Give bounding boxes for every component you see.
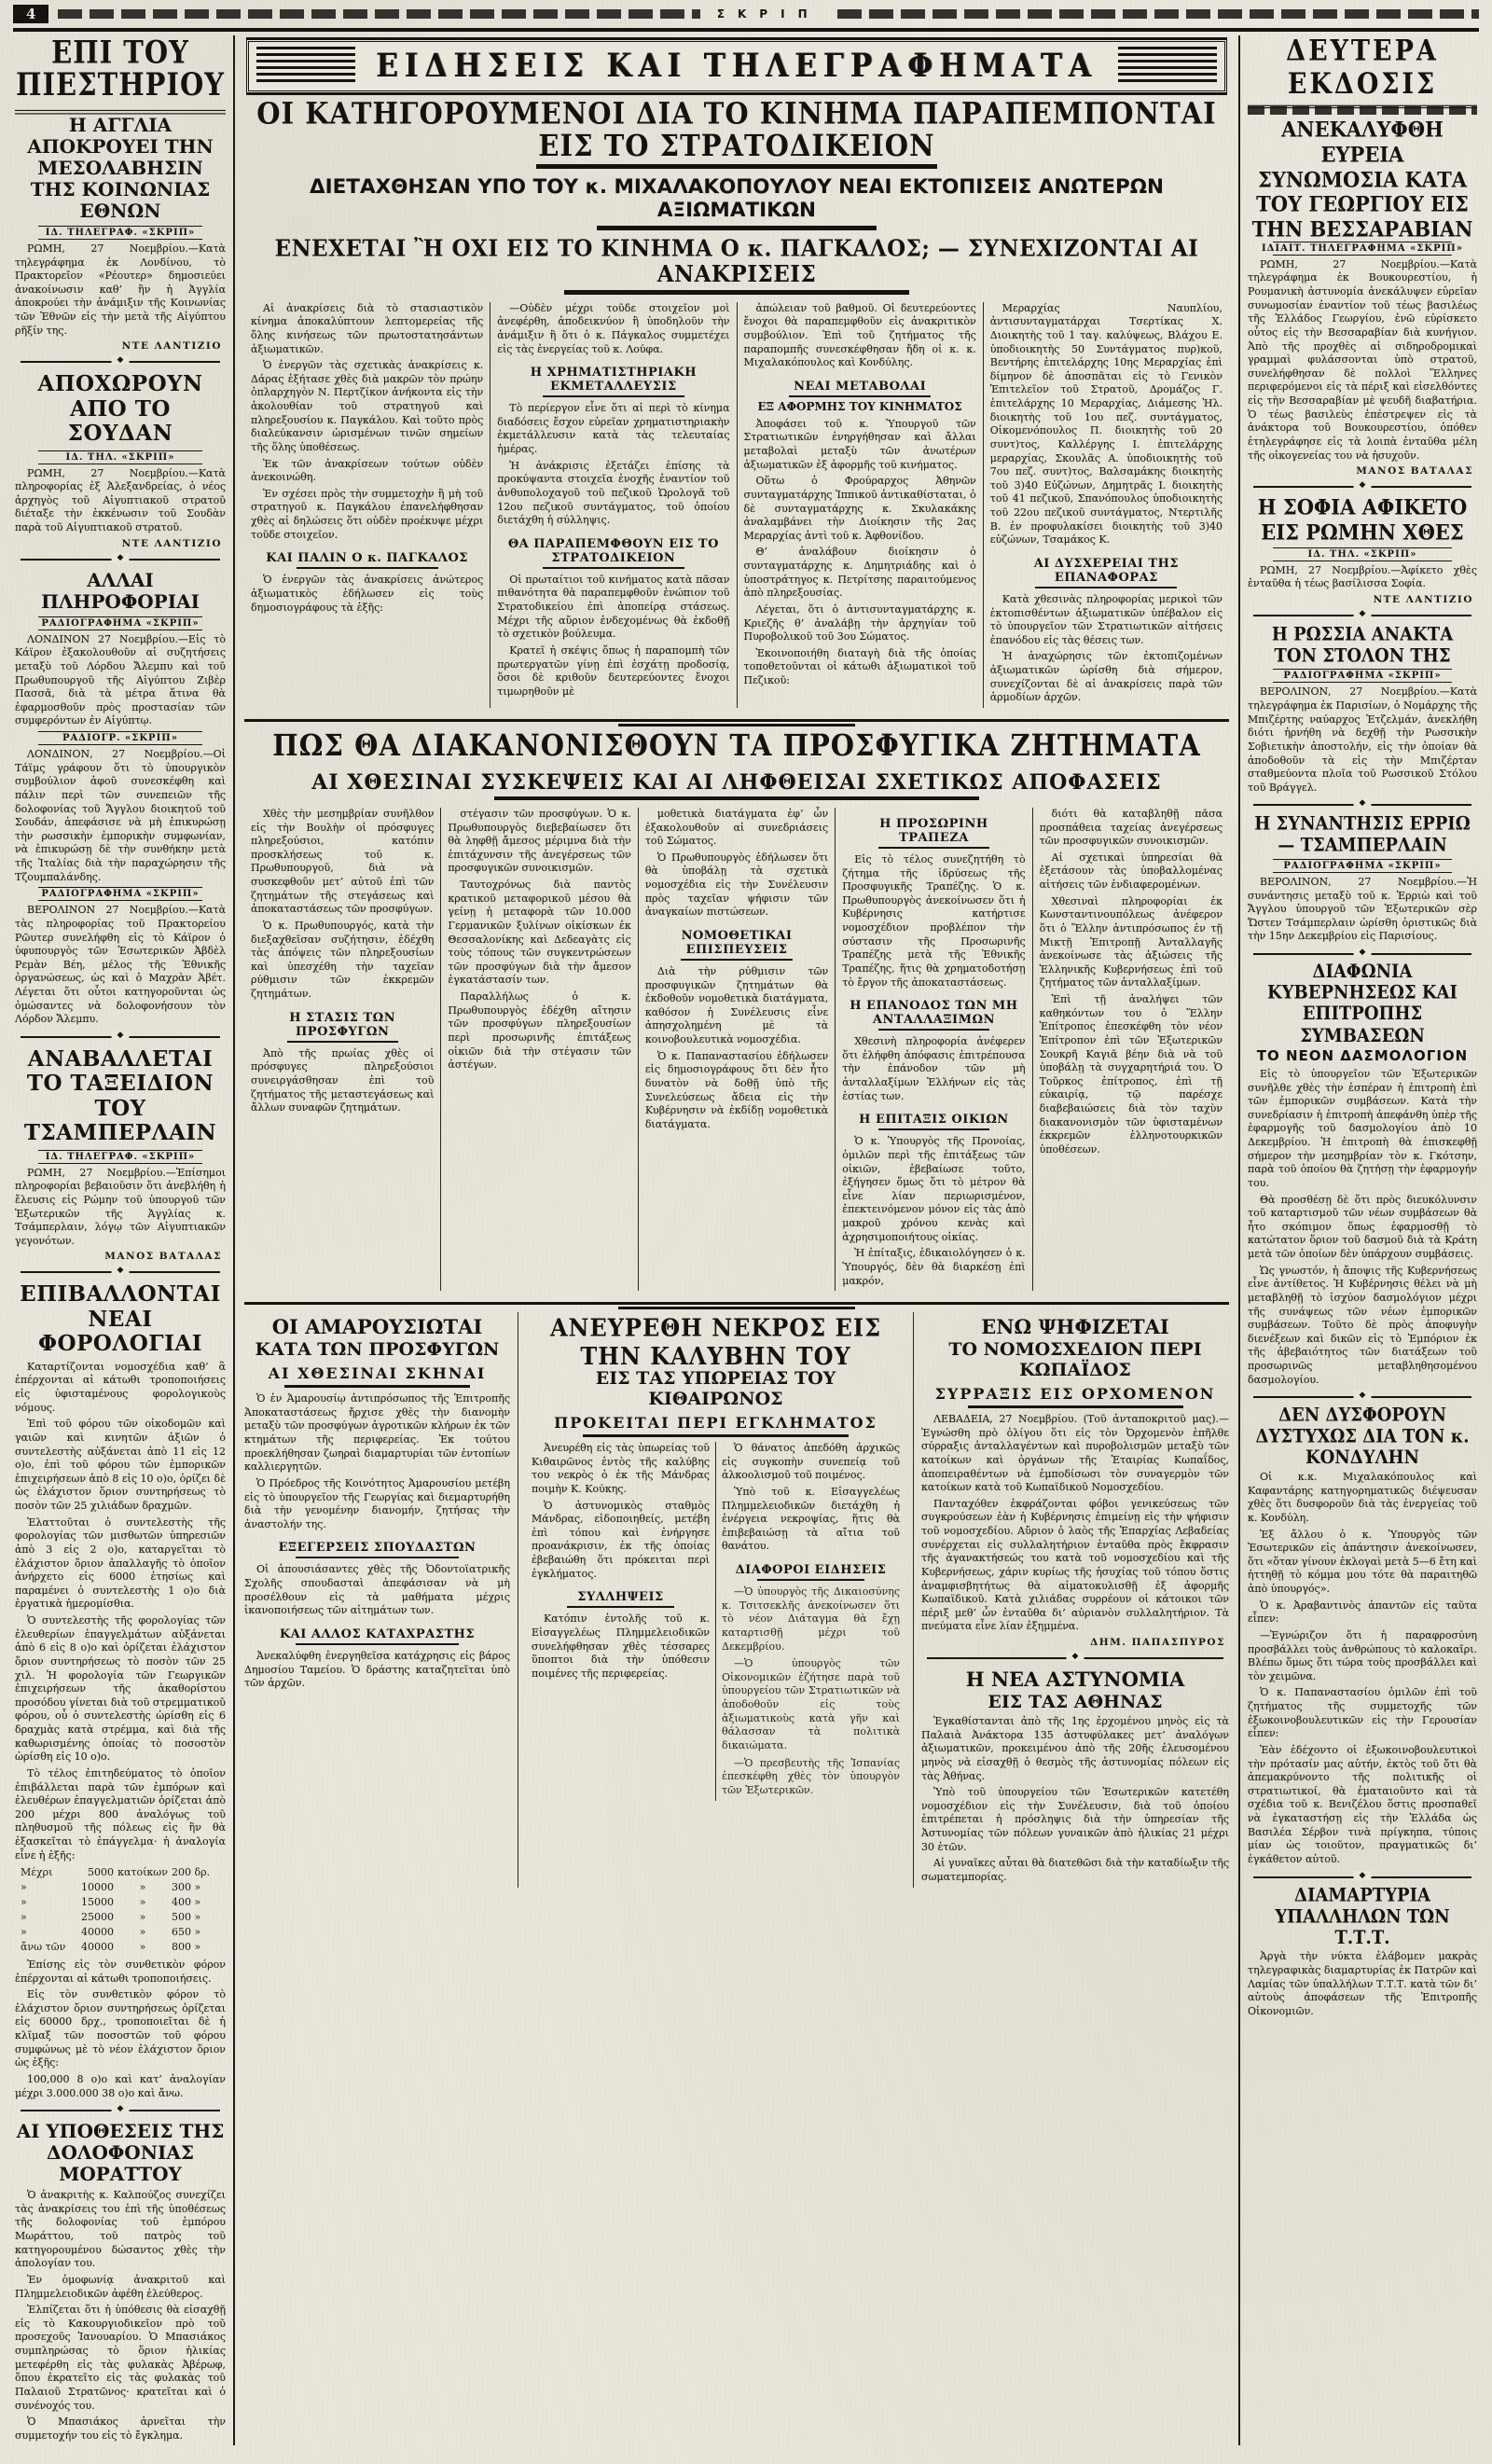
article-new-police — [921, 1668, 1229, 1884]
article-block: ΙΔ. ΤΗΛ. «ΣΚΡΙΠ» — [15, 450, 226, 464]
tax-population: 25000 — [81, 1911, 114, 1924]
coup-col-4 — [983, 302, 1229, 708]
article-kithairon — [518, 1312, 914, 1887]
article-block: —Ὁ ὑπουργὸς τῶν Οἰκονομικῶν ἐζήτησε παρὰ τοῦ ὑπουργείου τῶν Στρατιωτικῶν νὰ ἀποδοθοῦν εἰς τοὺς ἀξιωματικοὺς κατὰ γῆν καὶ θάλασσαν τὰ πολιτικὰ δικαιώματα. — [722, 1657, 900, 1751]
article-title-line2: ΕΙΣ ΤΑΣ ΥΠΩΡΕΙΑΣ ΤΟΥ ΚΙΘΑΙΡΩΝΟΣ — [595, 1368, 836, 1410]
bottom-band — [244, 1312, 1229, 1887]
page-number: 4 — [13, 5, 48, 23]
article-block: Λέγεται, ὅτι ὁ ἀντισυνταγματάρχης κ. Κριεζῆς θ’ ἀναλάβῃ τὴν ἀρχηγίαν τοῦ Πυροβολικοῦ τοῦ 3ου Σώματος. — [743, 602, 976, 644]
kithairon-col-1 — [526, 1442, 715, 1801]
tax-amount: 200 δρ. — [172, 1866, 211, 1879]
article-block: Ὁ ἀνακριτὴς κ. Καλπούζος συνεχίζει τὰς ἀνακρίσεις του ἐπὶ τῆς ὑποθέσεως τῆς δολοφονίας τοῦ ἐμπόρου Μωράττου, τοῦ πατρὸς τοῦ κατηγορουμένου δώσαντος χθὲς τὴν ἀπολογίαν του. — [15, 2189, 226, 2270]
article-title: ΑΛΛΑΙ ΠΛΗΡΟΦΟΡΙΑΙ — [41, 568, 200, 613]
article-block: Η ΧΡΗΜΑΤΙΣΤΗΡΙΑΚΗ ΕΚΜΕΤΑΛΛΕΥΣΙΣ — [499, 366, 727, 397]
article-block: στέγασιν τῶν προσφύγων. Ὁ κ. Πρωθυπουργὸς διεβεβαίωσεν ὅτι θὰ ληφθῇ ἄμεσος μέριμνα διὰ τὴν ἐπιτάχυνσιν τῆς ἀνεγέρσεως τῶν προσφυγικῶν συνοικισμῶν. — [448, 807, 631, 875]
article-title: ΑΝΑΒΑΛΛΕΤΑΙ ΤΟ ΤΑΞΕΙΔΙΟΝ ΤΟΥ ΤΣΑΜΠΕΡΛΑΙΝ — [23, 1045, 217, 1146]
divider — [1253, 1396, 1471, 1398]
article-block: Ὁ κ. Ὑπουργὸς τῆς Προνοίας, ὁμιλῶν περὶ τῆς ἐπιτάξεως τῶν οἰκιῶν, ἐβεβαίωσε τοῦτο, ἐξήγησεν ὅμως ὅτι τὸ μέτρον θὰ εἶνε λίαν περιωρισμένον, ἐπεκτεινόμενον μόνον εἰς τὰς ἀπὸ μακροῦ χρόνου κενὰς καὶ ἀχρησιμοποιήτους οἰκίας. — [842, 1135, 1026, 1243]
article-body — [1248, 669, 1477, 795]
tax-unit: » — [139, 1940, 146, 1953]
article-block: Ἐν σχέσει πρὸς τὴν συμμετοχὴν ἢ μὴ τοῦ στρατηγοῦ κ. Παγκάλου ἐπανελήφθησαν χθὲς αἱ δηλώσεις ὅτι οὐδὲν προέκυψε μέχρι τοῦδε στοιχεῖον. — [251, 487, 484, 541]
article-block: Χθὲς τὴν μεσημβρίαν συνῆλθον εἰς τὴν Βουλὴν οἱ πρόσφυγες πληρεξούσιοι, κατόπιν προσκλήσεως τοῦ κ. Πρωθυπουργοῦ, διὰ νὰ συσκεφθοῦν μετ’ αὐτοῦ ἐπὶ τῶν ζητημάτων τῆς στεγάσεως καὶ ἀποκαταστάσεως τῶν προσφύγων. — [251, 807, 435, 916]
article-block: ΒΕΡΟΛΙΝΟΝ, 27 Νοεμβρίου.—Ἡ συνάντησις μεταξὺ τοῦ κ. Ἐρριὼ καὶ τοῦ Ἄγγλου ὑπουργοῦ τῶν Ἐξωτερικῶν σὲρ Ὤστεν Τσάμπερλαιν ὡρίσθη ὁριστικῶς διὰ τὴν 15ην Δεκεμβρίου εἰς Παρισίους. — [1248, 875, 1477, 943]
article-block: Ἀνεκαλύφθη ἐνεργηθεῖσα κατάχρησις εἰς βάρος Δημοσίου Ταμείου. Ὁ δράστης καταζητεῖται ὑπὸ τῶν ἀρχῶν. — [244, 1649, 510, 1690]
article-block: Ἡ ἐπίταξις, ἐδικαιολόγησεν ὁ κ. Ὑπουργός, δὲν θὰ διαρκέσῃ ἐπὶ μακρόν, — [842, 1247, 1026, 1287]
article-columns — [526, 1442, 905, 1801]
article-block: Ἡ ἀνάκρισις ἐξετάζει ἐπίσης τὰ προκύψαντα στοιχεῖα ἐνοχῆς ἐναντίον τοῦ ἀνθυπολοχαγοῦ τοῦ πεζικοῦ Ὡρολογᾶ τοῦ 12ου πεζικοῦ συντάγματος, τοῦ ὁποίου διετάχθη ἡ σύλληψις. — [497, 459, 730, 527]
tax-unit: κατοίκων — [117, 1866, 168, 1879]
article-block: Κατὰ χθεσινὰς πληροφορίας μερικοὶ τῶν ἐκτοπισθέντων ἀξιωματικῶν ὑπέβαλον εἰς τὸ ὑπουργεῖον τῶν Στρατιωτικῶν αἰτήσεις ἐπανόδου εἰς τὰς θέσεις των. — [989, 592, 1223, 646]
article-block: 100,000 8 ο)ο καὶ κατ’ ἀναλογίαν μέχρι 3.000.000 38 ο)ο καὶ ἄνω. — [15, 2072, 226, 2099]
article-block: Οἱ κ.κ. Μιχαλακόπουλος καὶ Καφαντάρης κατηγορηματικῶς διέψευσαν χθὲς ὅτι δυσφοροῦν διὰ τὰς ἐνεργείας τοῦ κ. Κονδύλη. — [1248, 1471, 1477, 1524]
article-block: Ὁ ἐνεργῶν τὰς ἀνακρίσεις ἀνώτερος ἀξιωματικὸς ἐδήλωσεν εἰς τοὺς δημοσιογράφους τὰ ἑξῆς: — [251, 574, 484, 614]
divider — [927, 1657, 1223, 1659]
article-block: Ἐν ὁμοφωνίᾳ ἀνακριτοῦ καὶ Πλημμελειοδικῶν ἀφέθη ἐλεύθερος. — [15, 2273, 226, 2300]
article-block: ΡΑΔΙΟΓΡΑΦΗΜΑ «ΣΚΡΙΠ» — [15, 616, 226, 630]
article-block: ἀπώλειαν τοῦ βαθμοῦ. Οἱ δευτερεύοντες ἔνοχοι θὰ παραπεμφθοῦν εἰς ἀνακριτικὸν συμβούλιον. Ἐπὶ τοῦ ζητήματος τῆς παραπομπῆς συνεσκέφθησαν ἤδη οἱ κ. κ. Μιχαλακόπουλος καὶ Κονδύλης. — [743, 301, 976, 369]
coup-article-columns — [244, 302, 1229, 708]
article-subtitle: ΠΡΟΚΕΙΤΑΙ ΠΕΡΙ ΕΓΚΛΗΜΑΤΟΣ — [526, 1414, 905, 1437]
article-block: Ἐκ τῶν ἀνακρίσεων τούτων οὐδὲν ἀνεκοινώθη. — [251, 457, 484, 484]
article-body — [1248, 547, 1477, 605]
article-block: ΡΑΔΙΟΓΡΑΦΗΜΑ «ΣΚΡΙΠ» — [1248, 669, 1477, 683]
tax-population: 40000 — [81, 1926, 114, 1938]
article-block: ΚΑΙ ΑΛΛΟΣ ΚΑΤΑΧΡΑΣΤΗΣ — [246, 1627, 508, 1645]
article-block: Ὁ ἐνεργῶν τὰς σχετικὰς ἀνακρίσεις κ. Δάρας ἐξήτασε χθὲς διὰ μακρῶν τὸν πρώην ὁπλαρχηγὸν Ν. Περτζίκον ἀνήκοντα εἰς τὴν ἀκολουθίαν τοῦ στρατηγοῦ καὶ πληρεξουσίου κ. Παγκάλου. Καὶ τοῦτο πρὸς διαλεύκανσιν ὡρισμένων τινῶν σημείων τῆς ὅλης ὑποθέσεως. — [251, 359, 484, 453]
article-block: Ὑπὸ τοῦ κ. Εἰσαγγελέως Πλημμελειοδικῶν διετάχθη ἡ ἐνέργεια νεκροψίας, ἥτις θὰ ἐπιβεβαιώσῃ τὰ αἴτια τοῦ θανάτου. — [722, 1485, 900, 1553]
tax-range-label: » — [21, 1911, 27, 1924]
tax-population: 5000 — [88, 1866, 114, 1879]
refugees-col-4 — [835, 808, 1031, 1291]
article-block: Ἐὰν ἐδέχοντο οἱ ἐξωκοινοβουλευτικοὶ τὴν πρότασίν μας αὐτήν, ἐκτὸς τοῦ ὅτι θὰ ἀπεμακρύνοντο τῆς πολιτικῆς οἱ στρατιωτικοί, θὰ ἐματαιοῦντο καὶ τὰ σχέδια τοῦ κ. Βενιζέλου ὅστις προσπαθεῖ νὰ ἐγκαταστήσῃ εἰς τὴν Ἑλλάδα ὡς Βασιλέα Σέρβον τινὰ πρίγκηπα, τύποις μίαν ὡς τοιοῦτον, πραγματικῶς δι’ ἐγκάθετον αὐτοῦ. — [1248, 1743, 1477, 1865]
article-block: Χθεσινὴ πληροφορία ἀνέφερεν ὅτι ἐλήφθη ἀπόφασις ἐπιτρέπουσα τὴν ἐπάνοδον τῶν μὴ ἀνταλλαξίμων Ἑλλήνων εἰς τὰς ἑστίας των. — [842, 1035, 1026, 1102]
article-title: ΔΙΑΜΑΡΤΥΡΙΑ ΥΠΑΛΛΗΛΩΝ ΤΩΝ Τ.Τ.Τ. — [1275, 1885, 1450, 1949]
tax-amount: 300 » — [172, 1881, 201, 1894]
divider — [21, 361, 220, 363]
article-england-league — [15, 115, 226, 352]
article-kondylis — [1248, 1407, 1477, 1866]
article-body — [15, 1361, 226, 1863]
banner-hatch-right — [1118, 47, 1217, 86]
article-body — [1248, 1068, 1477, 1387]
article-title-line2: ΕΙΣ ΤΑΣ ΑΘΗΝΑΣ — [988, 1692, 1163, 1713]
article-block: Εἰς τὸ τέλος συνεζητήθη τὸ ζήτημα τῆς ἱδρύσεως τῆς Προσφυγικῆς Τραπέζης. Ὁ κ. Πρωθυπουργὸς ἀνεκοίνωσεν ὅτι ἡ Κυβέρνησις κατήρτισε νομοσχέδιον προβλέπον τὴν σύστασιν τῆς Προσωρινῆς Τραπέζης μετὰ τῆς Ἐθνικῆς Τραπέζης, ἥτις θὰ χρηματοδοτήσῃ τὸ ἔργον τῆς ἀποκαταστάσεως. — [842, 852, 1026, 989]
article-block: ΙΔ. ΤΗΛ. «ΣΚΡΙΠ» — [1248, 547, 1477, 561]
article-block: —Οὐδὲν μέχρι τοῦδε στοιχεῖον μοὶ ἀνεφέρθη, ἀποδεικνύον ἢ ὑποδηλοῦν τὴν ἀνάμιξιν ἢ ὅτι ὁ κ. Πάγκαλος συμμετέχει εἰς τὰς ἐνεργείας τοῦ κ. Λούφα. — [497, 301, 730, 355]
article-block: ΕΞ ΑΦΟΡΜΗΣ ΤΟΥ ΚΙΝΗΜΑΤΟΣ — [757, 399, 962, 413]
article-title: ΔΙΑΦΩΝΙΑ ΚΥΒΕΡΝΗΣΕΩΣ ΚΑΙ ΕΠΙΤΡΟΠΗΣ ΣΥΜΒΑΣΕΩΝ — [1267, 961, 1457, 1047]
article-sudan — [15, 372, 226, 548]
article-block: Ὁ ἐν Ἀμαρουσίῳ ἀντιπρόσωπος τῆς Ἐπιτροπῆς Ἀποκαταστάσεως ἤρχισε χθὲς τὴν διανομὴν μεταξὺ τῶν προσφύγων ἀγροτικῶν κλήρων ἐκ τῶν κτημάτων τῆς περιφερείας. Ἐκ τούτου προεκλήθησαν ζωηραὶ διαμαρτυρίαι τῶν ἐντοπίων καλλιεργητῶν. — [244, 1392, 510, 1474]
tax-unit: » — [139, 1881, 146, 1894]
article-other-info — [15, 570, 226, 1027]
coup-col-2 — [490, 302, 736, 708]
article-body — [921, 1413, 1229, 1648]
article-kopais — [921, 1316, 1229, 1648]
bottom-right-stack — [914, 1312, 1229, 1887]
article-block: Κατόπιν ἐντολῆς τοῦ κ. Εἰσαγγελέως Πλημμελειοδικῶν συνελήφθησαν χθὲς τέσσαρες ὕποπτοι διὰ τὴν ὑπόθεσιν ποιμένες τῆς περιφερείας. — [532, 1613, 710, 1680]
article-title: ΑΠΟΧΩΡΟΥΝ ΑΠΟ ΤΟ ΣΟΥΔΑΝ — [37, 371, 203, 447]
article-block: ΡΑΔΙΟΓΡΑΦΗΜΑ «ΣΚΡΙΠ» — [1248, 859, 1477, 873]
article-block: ΝΤΕ ΛΑΝΤΙΖΙΟ — [1373, 593, 1473, 605]
headline-main: ΟΙ ΚΑΤΗΓΟΡΟΥΜΕΝΟΙ ΔΙΑ ΤΟ ΚΙΝΗΜΑ ΠΑΡΑΠΕΜΠΟΝΤΑΙ ΕΙΣ ΤΟ ΣΤΡΑΤΟΔΙΚΕΙΟΝ — [256, 96, 1217, 163]
tax-table-row — [21, 1910, 226, 1925]
tax-table-row — [21, 1925, 226, 1940]
article-block: ΘΑ ΠΑΡΑΠΕΜΦΘΟΥΝ ΕΙΣ ΤΟ ΣΤΡΑΤΟΔΙΚΕΙΟΝ — [499, 537, 727, 569]
divider — [1253, 1876, 1471, 1878]
article-block: Ἐγκαθίστανται ἀπὸ τῆς 1ης ἐρχομένου μηνὸς εἰς τὰ Παλαιὰ Ἀνάκτορα 135 ἀστυφύλακες μετ’ ἀναλόγων ἀξιωματικῶν, προκειμένου ἀπὸ τῆς 20ῆς ἐλευσομένου μηνὸς νὰ εἰσαχθῇ ὁ θεσμὸς τῆς ἀστυνομίας πόλεων εἰς τὰς Ἀθήνας. — [921, 1715, 1229, 1782]
divider — [1253, 615, 1471, 616]
article-title: Η ΑΓΓΛΙΑ ΑΠΟΚΡΟΥΕΙ ΤΗΝ ΜΕΣΟΛΑΒΗΣΙΝ ΤΗΣ ΚΟΙΝΩΝΙΑΣ ΕΘΝΩΝ — [27, 113, 214, 222]
tax-table — [21, 1865, 226, 1955]
article-block: Οἱ ἀπουσιάσαντες χθὲς τῆς Ὀδοντοϊατρικῆς Σχολῆς σπουδασταὶ ἀπεφάσισαν νὰ μὴ προσέλθουν εἰς τὰ μαθήματα μέχρις ἱκανοποιήσεως τῶν αἰτημάτων των. — [244, 1563, 510, 1617]
article-block: ΚΑΙ ΠΑΛΙΝ Ο κ. ΠΑΓΚΑΛΟΣ — [253, 551, 481, 569]
article-morattos-murder — [15, 2121, 226, 2443]
refugees-title: ΠΩΣ ΘΑ ΔΙΑΚΑΝΟΝΙΣΘΟΥΝ ΤΑ ΠΡΟΣΦΥΓΙΚΑ ΖΗΤΗΜΑΤΑ — [272, 727, 1201, 763]
second-edition-header: ΔΕΥΤΕΡΑ ΕΚΔΟΣΙΣ — [1248, 35, 1477, 108]
ornament-rule — [837, 9, 1479, 19]
headline-rule — [536, 164, 937, 169]
article-block: Ἀπὸ τῆς πρωίας χθὲς οἱ πρόσφυγες πληρεξούσιοι συνειργάσθησαν ἐπὶ τοῦ ζητήματος τῆς μεταστεγάσεως καὶ ἄλλων συναφῶν ζητημάτων. — [251, 1046, 435, 1114]
article-block: ΙΔΙΑΙΤ. ΤΗΛΕΓΡΑΦΗΜΑ «ΣΚΡΙΠ» — [1248, 242, 1477, 256]
running-title: ΣΚΡΙΠ — [716, 7, 821, 21]
article-block: Ὁ κ. Πρωθυπουργός, κατὰ τὴν διεξαχθεῖσαν συζήτησιν, ἐδέχθη τὰς ἀπόψεις τῶν πληρεξουσίων καὶ ὑπεσχέθη τὴν ταχεῖαν ρύθμισιν τῶν ἐκκρεμῶν ζητημάτων. — [251, 919, 435, 1001]
article-body — [15, 616, 226, 1027]
coup-col-1 — [244, 302, 490, 708]
headline-tertiary: ΕΝΕΧΕΤΑΙ Ἢ ΟΧΙ ΕΙΣ ΤΟ ΚΙΝΗΜΑ Ο κ. ΠΑΓΚΑΛΟΣ; — ΣΥΝΕΧΙΖΟΝΤΑΙ ΑΙ ΑΝΑΚΡΙΣΕΙΣ — [274, 235, 1199, 288]
article-body — [1248, 1950, 1477, 2018]
article-conspiracy-george — [1248, 116, 1477, 478]
article-block: μοθετικὰ διατάγματα ἐφ’ ὧν ἐξακολουθοῦν αἱ συνεδριάσεις τοῦ Σώματος. — [644, 807, 829, 848]
article-block: ΒΕΡΟΛΙΝΟΝ, 27 Νοεμβρίου.—Κατὰ τηλεγράφημα ἐκ Παρισίων, ὁ Νομάρχης τῆς Μπιζέρτης ναύαρχος Ἐτζελμάν, ἀνεκλήθη διότι ἠρνήθη νὰ δεχθῇ τὴν Ρωσσικὴν Σοβιετικὴν ἀποστολήν, εἰς τὴν ὁποίαν θὰ ἀποδοθοῦν τὰ εἰς τὴν Μπιζέρταν σταθμεύοντα πλοῖα τοῦ Ρωσσικοῦ Στόλου τοῦ Βράγγελ. — [1248, 685, 1477, 794]
article-body — [15, 1150, 226, 1263]
article-subtitle: ΤΟ ΝΕΟΝ ΔΑΣΜΟΛΟΓΙΟΝ — [1256, 1046, 1469, 1064]
divider — [21, 1036, 220, 1038]
article-body — [15, 226, 226, 352]
news-banner — [246, 39, 1227, 93]
article-block: Τὸ τέλος ἐπιτηδεύματος τὸ ὁποῖον ἐπιβάλλεται παρὰ τῶν ἐμπόρων καὶ ἐλευθέρων ἐπαγγελματιῶν ὁρίζεται ἀπὸ 200 μέχρι 800 ἀναλόγως τοῦ πληθυσμοῦ τῆς πόλεως εἰς ἣν θὰ ἐξασκεῖται τὸ ἐπάγγελμα· ἡ ἀναλογία εἶνε ἡ ἑξῆς: — [15, 1766, 226, 1862]
article-block: Αἱ ἀνακρίσεις διὰ τὸ στασιαστικὸν κίνημα ἀποκαλύπτουν λεπτομερείας τῆς ὅλης κινήσεως τῶν πρωτοστατησάντων ἀξιωματικῶν. — [251, 301, 484, 355]
article-sophia-rome — [1248, 494, 1477, 605]
article-block: —Ὁ πρεσβευτὴς τῆς Ἱσπανίας ἐπεσκέφθη χθὲς τὸν ὑπουργὸν τῶν Ἐξωτερικῶν. — [722, 1756, 900, 1796]
refugees-col-1 — [244, 808, 440, 1291]
article-block: Ὁ κ. Ἀραβαντινὸς ἀπαντῶν εἰς ταῦτα εἶπεν: — [1248, 1599, 1477, 1626]
article-title: ΑΙ ΥΠΟΘΕΣΕΙΣ ΤΗΣ ΔΟΛΟΦΟΝΙΑΣ ΜΟΡΑΤΤΟΥ — [16, 2120, 225, 2186]
article-block: ΛΟΝΔΙΝΟΝ 27 Νοεμβρίου.—Εἰς τὸ Κάϊρον ἐξακολουθοῦν αἱ συζητήσεις μεταξὺ τοῦ Λόρδου Ἄλεμπυ καὶ τοῦ Πρωθυπουργοῦ τῆς Αἰγύπτου Ζιβὲρ Πασσᾶ, διὰ τὰ μέτρα ἅτινα θὰ ἐφαρμοσθοῦν πρὸς προστασίαν τῶν συμφερόντων ἐν Αἰγύπτῳ. — [15, 632, 226, 727]
section-divider — [244, 1302, 1229, 1305]
left-masthead: ΕΠΙ ΤΟΥ ΠΙΕΣΤΗΡΙΟΥ — [15, 36, 226, 115]
right-column — [1238, 35, 1479, 2445]
article-block: Ἀνευρέθη εἰς τὰς ὑπωρείας τοῦ Κιθαιρῶνος ἐντὸς τῆς καλύβης του νεκρὸς ὁ ἐκ τῆς Μάνδρας ποιμὴν Κ. Κούκης. — [532, 1442, 710, 1495]
article-block: Ἐπὶ τοῦ φόρου τῶν οἰκοδομῶν καὶ γαιῶν καὶ κινητῶν ἀξιῶν ὁ συντελεστὴς αὐξάνεται ἀπὸ 11 εἰς 12 ο)ο, ἐπὶ τοῦ φόρου τῶν ἐμπορικῶν ἐπιχειρήσεων ἀπὸ 8 εἰς 10 ο)ο, ὁρίζει δὲ ὡς ἐλάχιστον ὅριον συντηρήσεως τὸ ποσὸν τῶν 25 χιλιάδων δραχμῶν. — [15, 1418, 226, 1512]
article-block: ΝΟΜΟΘΕΤΙΚΑΙ ΕΠΙΣΠΕΥΣΕΙΣ — [647, 929, 826, 961]
divider — [21, 1271, 220, 1273]
divider — [1253, 953, 1471, 955]
article-title: ΑΝΕΚΑΛΥΦΘΗ ΕΥΡΕΙΑ ΣΥΝΩΜΟΣΙΑ ΚΑΤΑ ΤΟΥ ΓΕΩΡΓΙΟΥ ΕΙΣ ΤΗΝ ΒΕΣΣΑΡΑΒΙΑΝ — [1251, 116, 1473, 242]
page-columns — [13, 35, 1479, 2445]
tax-amount: 650 » — [172, 1926, 201, 1938]
refugees-columns — [244, 808, 1229, 1291]
divider — [1253, 486, 1471, 488]
article-body — [244, 1392, 510, 1691]
article-block: ΛΕΒΑΔΕΙΑ, 27 Νοεμβρίου. (Τοῦ ἀνταποκριτοῦ μας).—Ἐγνώσθη πρὸ ὀλίγου ὅτι εἰς τὸν Ὀρχομενὸν ἐπῆλθε σύρραξις ἀνταλλαγέντων καὶ πυροβολισμῶν μεταξὺ τῶν κατοίκων καὶ ὀργάνων τῆς Ἑταιρίας Κωπαΐδος, ἀποπειραθέντων νὰ ἐμποδίσωσι τὸν συναγερμὸν τῶν κατοίκων κατὰ τοῦ Κωπαϊδικοῦ Νομοσχεδίου. — [921, 1413, 1229, 1494]
tax-table-row — [21, 1865, 226, 1880]
article-block: ΙΔ. ΤΗΛΕΓΡΑΦ. «ΣΚΡΙΠ» — [15, 1150, 226, 1164]
article-block: Ἐξ ἄλλου ὁ κ. Ὑπουργὸς τῶν Ἐσωτερικῶν εἰς ἀπάντησιν ἀνεκοίνωσεν, ὅτι «ὅταν γίνουν ἐκλογαὶ μετὰ 5—6 ἔτη καὶ ἡττηθῇ τὸ κόμμα μου τότε θὰ παραιτηθῶ ἀπὸ ὑπουργός». — [1248, 1528, 1477, 1596]
article-block: ΡΩΜΗ, 27 Νοεμβρίου.—Ἐπίσημοι πληροφορίαι βεβαιοῦσιν ὅτι ἀνεβλήθη ἡ ἔλευσις εἰς Ρώμην τοῦ ὑπουργοῦ τῶν Ἐξωτερικῶν τῆς Ἀγγλίας κ. Τσάμπερλαιν, λόγῳ τῶν Αἰγυπτιακῶν γεγονότων. — [15, 1166, 226, 1247]
article-block: ΝΤΕ ΛΑΝΤΙΖΙΟ — [121, 340, 222, 353]
article-herriot-chamberlain — [1248, 815, 1477, 944]
article-block: Θ’ ἀναλάβουν διοίκησιν ὁ συνταγματάρχης κ. Δημητριάδης καὶ ὁ ὑποστράτηγος κ. Πετρίτσης παραιτούμενος ἀπὸ πληρεξουσίας. — [743, 546, 976, 600]
article-block: Καταρτίζονται νομοσχέδια καθ’ ἃ ἐπέρχονται αἱ κάτωθι τροποποιήσεις εἰς ὑφισταμένους φορολογικοὺς νόμους. — [15, 1360, 226, 1414]
article-block: Ὡς γνωστόν, ἡ ἄποψις τῆς Κυβερνήσεως εἶνε ἀντίθετος. Ἡ Κυβέρνησις θέλει νὰ μὴ μεταβληθῇ τὸ ἰσχύον δασμολόγιον μέχρι τῆς συνάψεως τῶν νέων ἐμπορικῶν συμβάσεων. Τοῦτο δὲ πρὸς ἀποφυγὴν διενέξεων καὶ δικῶν εἰς τὸ Ἐμπόριον ἐκ τῆς ἀβεβαιότητος τῶν διατάξεων τοῦ προσωρινῶς μεταβληθησομένου δασμολογίου. — [1248, 1264, 1477, 1386]
article-block: Ὁ Πρόεδρος τῆς Κοινότητος Ἀμαρουσίου μετέβη εἰς τὸ ὑπουργεῖον τῆς Γεωργίας καὶ διεμαρτυρήθη διὰ τὴν γενομένην διανομήν, ζητήσας τὴν ἀναστολήν της. — [244, 1476, 510, 1530]
article-block: ΡΩΜΗ, 27 Νοεμβρίου.—Κατὰ τηλεγράφημα ἐκ Βουκουρεστίου, ἡ Ρουμανικὴ ἀστυνομία ἀνεκάλυψεν εὐρεῖαν συνωμοσίαν ἐναντίον τοῦ τέως βασιλέως τῆς Ἑλλάδος Γεωργίου, ἐνῶ εὑρίσκετο οὗτος εἰς τὴν Βεσσαραβίαν διὰ κυνήγιον. Ἀπὸ τῆς προχθὲς αἱ σιδηροδρομικαὶ γραμμαὶ φυλάσσονται ὑπὸ στρατοῦ, συνελήφθησαν δὲ πολλοὶ Ἕλληνες περιφερόμενοι εἰς τὰ πέριξ καὶ εἰσελθόντες εἰς τὴν Βεσσαραβίαν μὲ ψευδῆ διαβατήρια. Ὁ τέως βασιλεὺς ἐπέστρεψεν εἰς τὰ ἀνάκτορα τοῦ Βουκουρεστίου, ὁπόθεν ἐτηλεγράφησε εἰς τὰ λοιπὰ ἐνταῦθα μέλη τῆς οἰκογενείας του νὰ ἡσυχοῦν. — [1248, 257, 1477, 462]
tax-unit: » — [139, 1896, 146, 1909]
article-block: Η ΣΤΑΣΙΣ ΤΩΝ ΠΡΟΣΦΥΓΩΝ — [253, 1011, 432, 1043]
article-body — [15, 450, 226, 549]
tax-population: 10000 — [81, 1881, 114, 1894]
article-body — [15, 1959, 226, 2100]
article-block: διότι θὰ καταβληθῇ πᾶσα προσπάθεια ταχείας ἀνεγέρσεως τῶν προσφυγικῶν συνοικισμῶν. — [1039, 807, 1223, 848]
top-strip — [13, 0, 1479, 32]
article-block: Θὰ προσθέσῃ δὲ ὅτι πρὸς διευκόλυνσιν τοῦ καταρτισμοῦ τῶν νέων συμβάσεων θὰ ἦτο σκόπιμον ὅπως ἐφαρμοσθῇ τὸ κατώτατον ὅριον τοῦ δασμοῦ διὰ τὰ Κράτη μετὰ τῶν ὁποίων δὲν ὑπάρχουν συμβάσεις. — [1248, 1193, 1477, 1261]
article-block: ΕΞΕΓΕΡΣΕΙΣ ΣΠΟΥΔΑΣΤΩΝ — [246, 1541, 508, 1558]
article-block: Η ΠΡΟΣΩΡΙΝΗ ΤΡΑΠΕΖΑ — [844, 817, 1023, 849]
article-block: Η ΕΠΑΝΟΔΟΣ ΤΩΝ ΜΗ ΑΝΤΑΛΛΑΞΙΜΩΝ — [844, 999, 1023, 1031]
article-title: Η ΣΟΦΙΑ ΑΦΙΚΕΤΟ ΕΙΣ ΡΩΜΗΝ ΧΘΕΣ — [1257, 494, 1468, 545]
article-title: ΔΕΝ ΔΥΣΦΟΡΟΥΝ ΔΥΣΤΥΧΩΣ ΔΙΑ ΤΟΝ κ. ΚΟΝΔΥΛΗΝ — [1255, 1405, 1470, 1470]
tax-unit: » — [139, 1911, 146, 1924]
article-block: Εἰς τὸν συνθετικὸν φόρον τὸ ἐλάχιστον ὅριον συντηρήσεως ὁρίζεται εἰς 60000 δρχ., τροποποιεῖται δὲ ἡ κλῖμαξ τῶν ποσοστῶν τοῦ φόρου συμφώνως μὲ τὸ νέον ἐλάχιστον ὅριον ὡς ἑξῆς: — [15, 1988, 226, 2069]
article-block: Ὁ Πρωθυπουργὸς ἐδήλωσεν ὅτι θὰ ὑποβάλῃ τὰ σχετικὰ νομοσχέδια εἰς τὴν Συνέλευσιν πρὸς ταχεῖαν ψήφισιν τῶν ἀναγκαίων πιστώσεων. — [644, 851, 829, 919]
article-block: Ἐλαττοῦται ὁ συντελεστὴς τῆς φορολογίας τῶν μισθωτῶν ὑπηρεσιῶν ἀπὸ 3 εἰς 2 ο)ο, καταργεῖται τὸ ἐλάχιστον ὅριον ἀπαλλαγῆς τὸ ὁποῖον ἀνήρχετο εἰς 6000 ἐτησίως καὶ παραμένει ὁ συντελεστὴς 1 ο)ο διὰ ἐργατικὰ ἡμερομίσθια. — [15, 1516, 226, 1611]
article-block: ΔΗΜ. ΠΑΠΑΣΠΥΡΟΣ — [1090, 1637, 1225, 1649]
article-title: ΕΠΙΒΑΛΛΟΝΤΑΙ ΝΕΑΙ ΦΟΡΟΛΟΓΙΑΙ — [20, 1281, 221, 1357]
article-title: ΕΝΩ ΨΗΦΙΖΕΤΑΙ — [981, 1315, 1169, 1339]
article-block: Η ΕΠΙΤΑΞΙΣ ΟΙΚΙΩΝ — [844, 1113, 1023, 1130]
tax-amount: 500 » — [172, 1911, 201, 1924]
article-chamberlain-trip — [15, 1047, 226, 1263]
article-title: ΑΝΕΥΡΕΘΗ ΝΕΚΡΟΣ ΕΙΣ ΤΗΝ ΚΑΛΥΒΗΝ ΤΟΥ — [549, 1312, 882, 1371]
article-block: ΝΕΑΙ ΜΕΤΑΒΟΛΑΙ — [746, 380, 974, 397]
article-block: ΒΕΡΟΛΙΝΟΝ 27 Νοεμβρίου.—Κατὰ τὰς πληροφορίας τοῦ Πρακτορείου Ρῶυτερ συνελήφθη εἰς τὸ Κάϊρον ὁ ὑφυπουργὸς τῶν Ἐσωτερικῶν Ἀβδὲλ Ρεμὰν Βέη, μέλος τῆς Ἐθνικῆς ὀργανώσεως, ὡς καὶ ὁ Μαχρὰν Ἀβέτ. Λέγεται ὅτι οὗτοι κατηγοροῦνται ὡς ὀμώσαντες νὰ δολοφονήσουν τὸν Λόρδον Ἄλεμπυ. — [15, 904, 226, 1026]
article-block: Ἐπίσης εἰς τὸν συνθετικὸν φόρον ἐπέρχονται αἱ κάτωθι τροποποιήσεις. — [15, 1958, 226, 1985]
article-subtitle: ΑΙ ΧΘΕΣΙΝΑΙ ΣΚΗΝΑΙ — [244, 1364, 510, 1388]
section-divider — [244, 719, 1229, 722]
left-column — [13, 35, 235, 2445]
article-block: ΡΩΜΗ, 27 Νοεμβρίου.—Ἀφίκετο χθὲς ἐνταῦθα ἡ τέως βασίλισσα Σοφία. — [1248, 563, 1477, 590]
article-block: ΝΤΕ ΛΑΝΤΙΖΙΟ — [121, 537, 222, 549]
tax-table-row — [21, 1895, 226, 1910]
article-block: Εἰς τὸ ὑπουργεῖον τῶν Ἐξωτερικῶν συνῆλθε χθὲς τὴν ἑσπέραν ἡ ἐπιτροπὴ ἐπὶ τῶν ἐμπορικῶν συμβάσεων. Κατὰ τὴν συνεδρίασιν ἡ ἐπιτροπὴ ἀπεφάνθη ὑπὲρ τῆς ἐφαρμογῆς τοῦ δασμολογίου ἀπὸ 10 Δεκεμβρίου. Ἡ ἐπιτροπὴ θὰ ἐπισκεφθῇ σήμερον τὴν μεσημβρίαν τὸν κ. Γκότσην, παρὰ τοῦ ὁποίου θὰ ζητήσῃ τὴν ἐφαρμογήν του. — [1248, 1067, 1477, 1189]
article-block: Ταυτοχρόνως διὰ παντὸς κρατικοῦ μεταφορικοῦ μέσου θὰ γείνῃ ἡ μεταφορὰ τῶν 10.000 Γερμανικῶν ξυλίνων οἰκίσκων ἐκ Θεσσαλονίκης καὶ Δεδεαγὰτς εἰς τοὺς τόπους τῶν συγκεντρώσεων τῶν προσφύγων διὰ τὴν ἄμεσον ἐγκατάστασίν των. — [448, 879, 631, 987]
article-russia-fleet — [1248, 626, 1477, 795]
coup-col-3 — [737, 302, 983, 708]
article-block: Ἐλπίζεται ὅτι ἡ ὑπόθεσις θὰ εἰσαχθῇ εἰς τὸ Κακουργιοδικεῖον πρὸ τοῦ προσεχοῦς Ἰανουαρίου. Ὁ Μπασιάκος συμπληρώσας τὸ ὅριον ἡλικίας μετεφέρθη εἰς τὰς φυλακὰς Ἀβέρωφ, ὅπου ἐκρατεῖτο εἰς τὰς φυλακὰς τοῦ Παλαιοῦ Στρατῶνος· κρατεῖται καὶ ὁ συνένοχός του. — [15, 2304, 226, 2412]
divider — [21, 2110, 220, 2111]
article-block: Ὁ θάνατος ἀπεδόθη ἀρχικῶς εἰς συγκοπὴν συνεπείᾳ τοῦ ἀλκοολισμοῦ τοῦ ποιμένος. — [722, 1442, 900, 1482]
article-subtitle: ΣΥΡΡΑΞΙΣ ΕΙΣ ΟΡΧΟΜΕΝΟΝ — [921, 1385, 1229, 1408]
article-block: Ὁ ἀστυνομικὸς σταθμὸς Μάνδρας, εἰδοποιηθείς, μετέβη ἐπὶ τόπου καὶ ἐνήργησε προανάκρισιν, ἐκ τῆς ὁποίας ἐβεβαιώθη ὅτι πρόκειται περὶ ἐγκλήματος. — [532, 1499, 710, 1580]
article-title: Η ΝΕΑ ΑΣΤΥΝΟΜΙΑ — [965, 1668, 1185, 1692]
article-block: ΡΑΔΙΟΓΡΑΦΗΜΑ «ΣΚΡΙΠ» — [15, 887, 226, 901]
article-block: —Ὁ ὑπουργὸς τῆς Δικαιοσύνης κ. Τσιτσεκλῆς ἀνεκοίνωσεν ὅτι τὸ νέον Διάταγμα θὰ ἔχῃ καταρτισθῇ μέχρι τοῦ Δεκεμβρίου. — [722, 1585, 900, 1653]
tax-table-row — [21, 1940, 226, 1955]
tax-range-label: » — [21, 1881, 27, 1894]
article-block: Μεραρχίας Ναυπλίου, ἀντισυνταγματάρχαι Τσερτίκας Χ. Διοικητὴς τοῦ 1 ταγ. καλύψεως, Βλάχου Ε. ὑποδιοικητὴς 50 Συντάγματος πυρ)κοῦ, Βεντήρης ἐπιτελάρχης 10ης Μεραρχίας ἐπὶ δίμηνον δὲ ἀποσπᾶται εἰς τὸ Γενικὸν Ἐπιτελεῖον τοῦ Στρατοῦ, Δρομάζος Γ. ἐπιτελάρχης 10 Μεραρχίας, Διάμεσης Ἠλ. διοικητὴς τοῦ 1ου πεζ. συντάγματος, Οἰκομενόπουλος Π. διοικητὴς τοῦ 20 συντ)τος, Καλλέργης Ι. ἐπιτελάρχης μεραρχίας, Σκουλᾶς Α. ὑποδιοικητὴς τοῦ 7ου πεζ. συντ)τος, Βαλσαμάκης διοικητὴς τοῦ 3)40 Εὐζώνων, Δημητρᾶς Ι. διοικητὴς τοῦ 41 πεζικοῦ, Σπανόπουλος ὑποδιοικητὴς τοῦ 22ου πεζικοῦ συντάγματος, Ντερτιλῆς Β. ἐν προφυλακίσει διοικητὴς τοῦ 3)40 εὐζώνων, Τσαμάκος Κ. — [989, 301, 1223, 547]
tax-unit: » — [139, 1926, 146, 1938]
headline-secondary: ΔΙΕΤΑΧΘΗΣΑΝ ΥΠΟ ΤΟΥ κ. ΜΙΧΑΛΑΚΟΠΟΥΛΟΥ ΝΕΑΙ ΕΚΤΟΠΙΣΕΙΣ ΑΝΩΤΕΡΩΝ ΑΞΙΩΜΑΤΙΚΩΝ — [309, 174, 1165, 222]
article-title-line2: ΚΑΤΑ ΤΩΝ ΠΡΟΣΦΥΓΩΝ — [255, 1339, 500, 1361]
tax-range-label: » — [21, 1896, 27, 1909]
tax-amount: 800 » — [172, 1940, 201, 1953]
article-body — [1248, 242, 1477, 477]
article-block: Ὁ κ. Παπαναστασίου ἐδήλωσεν εἰς δημοσιογράφους ὅτι δὲν ἦτο δυνατὸν νὰ δοθῇ ὑπὸ τῆς Συνελεύσεως ἄδεια εἰς τὴν Κυβέρνησιν νὰ ἐκδίδῃ νομοθετικὰ διατάγματα. — [644, 1049, 829, 1130]
article-block: Ἀποφάσει τοῦ κ. Ὑπουργοῦ τῶν Στρατιωτικῶν ἐνηργήθησαν καὶ ἄλλαι μεταβολαὶ μεταξὺ τῶν ἀνωτέρων ἀξιωματικῶν ἐξ ἀφορμῆς τοῦ κινήματος. — [743, 417, 976, 471]
article-title-line2: ΤΟ ΝΟΜΟΣΧΕΔΙΟΝ ΠΕΡΙ ΚΩΠΑΪΔΟΣ — [948, 1339, 1202, 1381]
tax-population: 15000 — [81, 1896, 114, 1909]
article-block: Παραλλήλως ὁ κ. Πρωθυπουργὸς ἐδέχθη αἴτησιν τῶν προσφύγων πληρεξουσίων περὶ προσωρινῆς ἐπιτάξεως οἰκιῶν διὰ τὴν στέγασιν τῶν ἀστέγων. — [448, 990, 631, 1072]
article-block: Ὁ κ. Παπαναστασίου ὁμιλῶν ἐπὶ τοῦ ζητήματος τῆς συμμετοχῆς τῶν ἐξωκοινοβουλευτικῶν εἰς τὴν Γερουσίαν εἶπεν: — [1248, 1686, 1477, 1740]
article-title: Η ΣΥΝΑΝΤΗΣΙΣ ΕΡΡΙΩ — ΤΣΑΜΠΕΡΛΑΙΝ — [1254, 813, 1471, 857]
article-block: ΜΑΝΟΣ ΒΑΤΑΛΑΣ — [1356, 465, 1473, 478]
banner-hatch-left — [256, 47, 355, 86]
article-body — [1248, 1471, 1477, 1867]
article-block: Αἱ γυναῖκες αὗται θὰ διατεθῶσι διὰ τὴν καταδίωξιν τῆς σωματεμπορίας. — [921, 1857, 1229, 1883]
article-body — [921, 1715, 1229, 1885]
article-block: Ὁ συντελεστὴς τῆς φορολογίας τῶν ἐλευθερίων ἐπαγγελμάτων αὐξάνεται ἀπὸ 6 εἰς 8 ο)ο καὶ ὁρίζεται ἐλάχιστον ὅριον συντηρήσεως τὸ ποσὸν τῶν 25 χιλ. Ἡ φορολογία τῶν Γεωργικῶν ἐπιχειρήσεων τῆς ἀκαθορίστου προσόδου γίνεται διὰ τοῦ στρεμματικοῦ φόρου, οὗ ὁ συντελεστὴς ὡρίσθη εἰς 6 δραχμὰς κατὰ στρέμμα, καὶ διὰ τῆς καθωρισμένης ὁποίας τὸ ποσοστὸν ὡρίσθη εἰς 10 ο)ο. — [15, 1614, 226, 1764]
article-amarousi — [244, 1312, 518, 1887]
refugees-col-3 — [638, 808, 835, 1291]
article-block: Ὑπὸ τοῦ ὑπουργείου τῶν Ἐσωτερικῶν κατετέθη νομοσχέδιον εἰς τὴν Συνέλευσιν, διὰ τοῦ ὁποίου ἐπιτρέπεται ἡ πρόσληψις διὰ τὴν ὑπηρεσίαν τῆς Ἀστυνομίας τῶν πόλεων γυναικῶν ἀπὸ ἡλικίας 21 μέχρι 30 ἐτῶν. — [921, 1786, 1229, 1853]
article-block: Ἡ ἀναχώρησις τῶν ἐκτοπιζομένων ἀξιωματικῶν ὡρίσθη διὰ σήμερον, συνεχίζονται δὲ αἱ ἀνακρίσεις παρὰ τῶν ἁρμοδίων ἀρχῶν. — [989, 650, 1223, 704]
article-block: Χθεσιναὶ πληροφορίαι ἐκ Κωνσταντινουπόλεως ἀνέφερον ὅτι ὁ Ἕλλην ἀντιπρόσωπος ἐν τῇ Μικτῇ Ἐπιτροπῇ Ἀνταλλαγῆς ἀνεκοίνωσε τὰς ἀξιώσεις τῆς Ἑλληνικῆς Κυβερνήσεως ἐπὶ τοῦ ζητήματος τῶν ἀνταλλαξίμων. — [1039, 894, 1223, 990]
article-block: ΙΔ. ΤΗΛΕΓΡΑΦ. «ΣΚΡΙΠ» — [15, 226, 226, 240]
article-block: ΛΟΝΔΙΝΟΝ, 27 Νοεμβρίου.—Οἱ Τάϊμς γράφουν ὅτι τὸ ὑπουργικὸν συμβούλιον ἀφοῦ συνεσκέφθη καὶ πάλιν περὶ τῶν συνεπειῶν τῆς δολοφονίας τοῦ Ἄγγλου διοικητοῦ τοῦ Σουδάν, ἀπεφάσισε νὰ μὴ ἐπικυρώσῃ τὴν ρωσσικὴν ἐμπορικὴν συμφωνίαν, νὰ ἐπικυρώσῃ δὲ τὴν συνθήκην μετὰ τῆς Ἰταλίας διὰ τὴν παραχώρησιν τῆς Τζουμπαλάνδης. — [15, 748, 226, 883]
article-block: ΜΑΝΟΣ ΒΑΤΑΛΑΣ — [104, 1251, 222, 1263]
article-title: Η ΡΩΣΣΙΑ ΑΝΑΚΤΑ ΤΟΝ ΣΤΟΛΟΝ ΤΗΣ — [1271, 624, 1454, 667]
article-block: Διὰ τὴν ρύθμισιν τῶν προσφυγικῶν ζητημάτων θὰ ἐκδοθοῦν νομοθετικὰ διατάγματα, καθόσον ἡ Συνέλευσις εἶνε ἀπησχολημένη μὲ τὰ κοινοβουλευτικὰ νομοσχέδια. — [644, 964, 829, 1046]
refugees-subtitle: ΑΙ ΧΘΕΣΙΝΑΙ ΣΥΣΚΕΨΕΙΣ ΚΑΙ ΑΙ ΛΗΦΘΕΙΣΑΙ ΣΧΕΤΙΚΩΣ ΑΠΟΦΑΣΕΙΣ — [311, 769, 1162, 795]
article-ttt-protest — [1248, 1885, 1477, 2019]
article-body — [1248, 859, 1477, 944]
article-new-taxes — [15, 1282, 226, 2100]
article-block: Οἱ πρωταίτιοι τοῦ κινήματος κατὰ πᾶσαν πιθανότητα θὰ παραπεμφθοῦν ἐνώπιον τοῦ Στρατοδικείου ἐπὶ ἀποπείρᾳ στάσεως. Μέχρι τῆς αὔριον ἐνδεχομένως θὰ ἐκδοθῇ τὸ σχετικὸν βούλευμα. — [497, 573, 730, 641]
article-title: ΟΙ ΑΜΑΡΟΥΣΙΩΤΑΙ — [271, 1315, 483, 1339]
tax-population: 40000 — [81, 1940, 114, 1953]
article-block: Ἀργὰ τὴν νύκτα ἐλάβομεν μακρὰς τηλεγραφικὰς διαμαρτυρίας ἐκ Πατρῶν καὶ Λαμίας τῶν ὑπαλλήλων Τ.Τ.Τ. κατὰ τῶν δι’ αὐτοὺς ἀποφάσεων τῆς Ἐπιτροπῆς Οἰκονομιῶν. — [1248, 1950, 1477, 2017]
article-block: Οὕτω ὁ Φρούραρχος Ἀθηνῶν συνταγματάρχης Ἰππικοῦ ἀντικαθίσταται, ὁ δὲ συνταγματάρχης κ. Σκυλακάκης ἀναλαμβάνει τὴν Διοίκησιν τῆς 2ας Μεραρχίας ἀντὶ τοῦ κ. Ἀφθονίδου. — [743, 475, 976, 542]
article-block: ΔΙΑΦΟΡΟΙ ΕΙΔΗΣΕΙΣ — [724, 1563, 898, 1581]
ornament-rule — [58, 9, 699, 19]
tax-range-label: » — [21, 1926, 27, 1938]
article-block: Τὸ περίεργον εἶνε ὅτι αἱ περὶ τὸ κίνημα διαδόσεις ἔσχον εὐρεῖαν χρηματιστηριακὴν ἐκμετάλλευσιν κατὰ τὰς τελευταίας ἡμέρας. — [497, 402, 730, 456]
article-block: ΣΥΛΛΗΨΕΙΣ — [533, 1590, 708, 1608]
article-body — [15, 2189, 226, 2443]
divider — [1253, 804, 1471, 806]
article-block: ΑΙ ΔΥΣΧΕΡΕΙΑΙ ΤΗΣ ΕΠΑΝΑΦΟΡΑΣ — [992, 557, 1221, 588]
center-section — [235, 35, 1238, 2445]
refugees-rule — [494, 796, 979, 800]
refugees-col-2 — [440, 808, 637, 1291]
tax-table-row — [21, 1880, 226, 1895]
tax-range-label: Μέχρι — [21, 1866, 53, 1879]
kithairon-col-2 — [715, 1442, 905, 1801]
banner-title: ΕΙΔΗΣΕΙΣ ΚΑΙ ΤΗΛΕΓΡΑΦΗΜΑΤΑ — [376, 47, 1098, 86]
article-block: ΡΩΜΗ, 27 Νοεμβρίου.—Κατὰ τηλεγράφημα ἐκ Λονδίνου, τὸ Πρακτορεῖον «Ρέουτερ» δημοσιεύει ἀνακοίνωσιν καθ’ ἣν ἡ Ἀγγλία ἀποκρούει τὴν ἀνάμιξιν τῆς Κοινωνίας τῶν Ἐθνῶν εἰς τὴν μετὰ τῆς Αἰγύπτου ρῆξίν της. — [15, 242, 226, 337]
article-block: ΡΩΜΗ, 27 Νοεμβρίου.—Κατὰ πληροφορίας ἐξ Ἀλεξανδρείας, ὁ νέος ἀρχηγὸς τοῦ Αἰγυπτιακοῦ στρατοῦ διέταξε τὴν ἐκκένωσιν τοῦ Σουδὰν παρὰ τοῦ Αἰγυπτιακοῦ στρατοῦ. — [15, 466, 226, 534]
article-block: Ἐπὶ τῇ ἀναλήψει τῶν καθηκόντων του ὁ Ἕλλην Ἐπίτροπος ἐπεσκέφθη τὸν νέον Ἐπίτροπον ἐπὶ τῶν Ἐξωτερικῶν Σουκρῆ Καγιᾶ βέην διὰ νὰ τοῦ ὑποβάλῃ τὰ συγχαρητήριά του. Ὁ Τοῦρκος ἐπίτροπος, ἐπὶ τῇ εὐκαιρίᾳ, τῷ παρέσχε διαβεβαιώσεις διὰ τὸν ταχὺν διακανονισμὸν τῶν ὑφισταμένων ἐκκρεμῶν ἑλληνοτουρκικῶν ὑποθέσεων. — [1039, 993, 1223, 1156]
tax-range-label: ἄνω τῶν — [21, 1940, 66, 1953]
article-block: Ὁ Μπασιάκος ἀρνεῖται τὴν συμμετοχήν του εἰς τὸ ἔγκλημα. — [15, 2416, 226, 2442]
tax-amount: 400 » — [172, 1896, 201, 1909]
article-tariff-dispute — [1248, 961, 1477, 1387]
ornament-rule — [1248, 106, 1477, 115]
divider — [21, 559, 220, 561]
article-block: Κρατεῖ ἡ σκέψις ὅπως ἡ παραπομπὴ τῶν πρωτεργατῶν γίνῃ ἐπὶ ἐσχάτῃ προδοσίᾳ, ὅσοι δὲ κριθοῦν δευτερεύοντες ἔνοχοι τιμωρηθοῦν μὲ — [497, 644, 730, 698]
article-block: —Ἐγνώριζον ὅτι ἡ παραφροσύνη προσβάλλει τοὺς ἀνθρώπους τὸ καλοκαῖρι. Βλέπω ὅμως ὅτι τώρα τοὺς προσβάλλει καὶ τὸν χειμῶνα. — [1248, 1628, 1477, 1682]
headline-rule — [564, 290, 909, 295]
headline-rule — [597, 226, 877, 230]
article-block: Ἐκοινοποιήθη διαταγὴ διὰ τῆς ὁποίας τοποθετοῦνται οἱ κάτωθι ἀξιωματικοὶ τοῦ Πεζικοῦ: — [743, 646, 976, 687]
article-block: Αἱ σχετικαὶ ὑπηρεσίαι θὰ ἐξετάσουν τὰς ὑποβαλλομένας αἰτήσεις τῶν ἐνδιαφερομένων. — [1039, 851, 1223, 892]
refugees-col-5 — [1032, 808, 1229, 1291]
article-block: ΡΑΔΙΟΓΡ. «ΣΚΡΙΠ» — [15, 731, 226, 745]
article-block: Πανταχόθεν ἐκφράζονται φόβοι γενικεύσεως τῶν συγκρούσεων ἐὰν ἡ Κυβέρνησις ἐπιμείνῃ εἰς τὴν ψήφισιν τοῦ νομοσχεδίου. Αὔριον ὁ λαὸς τῆς Ἐπαρχίας Λεβαδείας συνέρχεται εἰς συλλαλητήριον ἐνταῦθα πρὸς ἔκφρασιν τῆς ἀγανακτήσεώς του κατὰ τοῦ νομοσχεδίου καὶ τῆς Κυβερνήσεως, χάριν κυρίως τῆς ἡσυχίας τοῦ τόπου ὅστις ἀναμφισβητήτως θὰ αἱματοκυλισθῇ ἐξ ἀφορμῆς Κωπαϊδικοῦ. Κατὰ χιλιάδας συρρέουν οἱ κάτοικοι τῶν πέριξ μεθ’ ὧν ἐνταῦθα δι’ αὐριανὸν συλλαλητήριον. Τὰ πνεύματα εἶνε λίαν ἐξημμένα. — [921, 1497, 1229, 1633]
